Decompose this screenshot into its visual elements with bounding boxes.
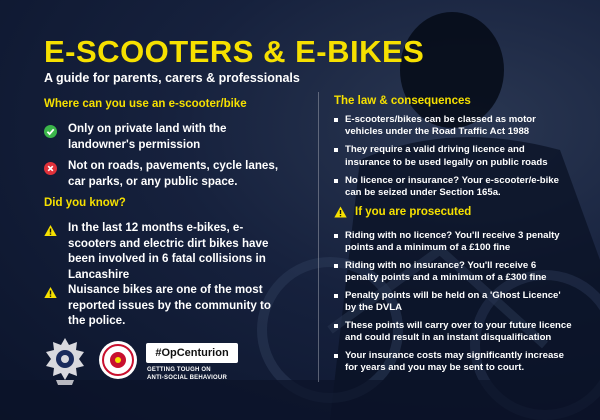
law-list: [334, 114, 572, 205]
law-item: They require a valid driving licence and insurance to be used legally on public roads: [334, 144, 572, 168]
where-item-text: Not on roads, pavements, cycle lanes, car parks, or any public space.: [68, 159, 279, 188]
cross-circle-icon: [44, 162, 57, 175]
fact-item-fatal-collisions: [44, 220, 284, 282]
law-item: E-scooters/bikes can be classed as motor vehicles under the Road Traffic Act 1988: [334, 114, 572, 138]
did-you-know-heading: Did you know?: [44, 197, 126, 209]
poster-title: E-SCOOTERS & E-BIKES: [44, 34, 425, 69]
prosecuted-heading-row: [334, 206, 471, 218]
op-centurion-tagline: [147, 367, 267, 382]
poster-subtitle: A guide for parents, carers & professionals: [44, 71, 300, 85]
warning-icon: [44, 224, 57, 237]
warning-icon: [44, 286, 57, 299]
fact-item-text: In the last 12 months e-bikes, e-scooters and electric dirt bikes have been involved in 6 fatal collisions in Lancashire: [68, 221, 269, 281]
where-item-private-land: [44, 121, 284, 152]
fact-item-text: Nuisance bikes are one of the most reported issues by the community to the police.: [68, 283, 271, 327]
where-item-text: Only on private land with the landowner's permission: [68, 122, 227, 151]
law-item: No licence or insurance? Your e-scooter/e-bike can be seized under Section 165a.: [334, 175, 572, 199]
prosecuted-list: [334, 230, 572, 380]
fact-item-nuisance-bikes: [44, 282, 284, 329]
police-crest-logo: [42, 336, 88, 386]
warning-icon: [334, 206, 347, 218]
prosecuted-heading: If you are prosecuted: [355, 206, 472, 218]
council-rose-logo: [98, 340, 138, 380]
tagline-line-1: GETTING TOUGH ON: [147, 367, 211, 373]
prosecuted-item: Your insurance costs may significantly increase for years and you may be sent to court.: [334, 350, 572, 374]
prosecuted-item: Riding with no insurance? You'll receive 6 penalty points and a minimum of a £300 fine: [334, 260, 572, 284]
op-centurion-hashtag: #OpCenturion: [146, 343, 238, 363]
prosecuted-item: These points will carry over to your future licence and could result in an instant disqualification: [334, 320, 572, 344]
column-divider: [318, 92, 319, 382]
prosecuted-item: Riding with no licence? You'll receive 3 penalty points and a minimum of a £100 fine: [334, 230, 572, 254]
tagline-line-2: ANTI-SOCIAL BEHAVIOUR: [147, 374, 227, 381]
prosecuted-item: Penalty points will be held on a 'Ghost Licence' by the DVLA: [334, 290, 572, 314]
check-circle-icon: [44, 125, 57, 138]
where-heading: Where can you use an e-scooter/bike: [44, 98, 247, 110]
where-item-public-space: [44, 158, 284, 189]
law-heading: The law & consequences: [334, 95, 471, 107]
